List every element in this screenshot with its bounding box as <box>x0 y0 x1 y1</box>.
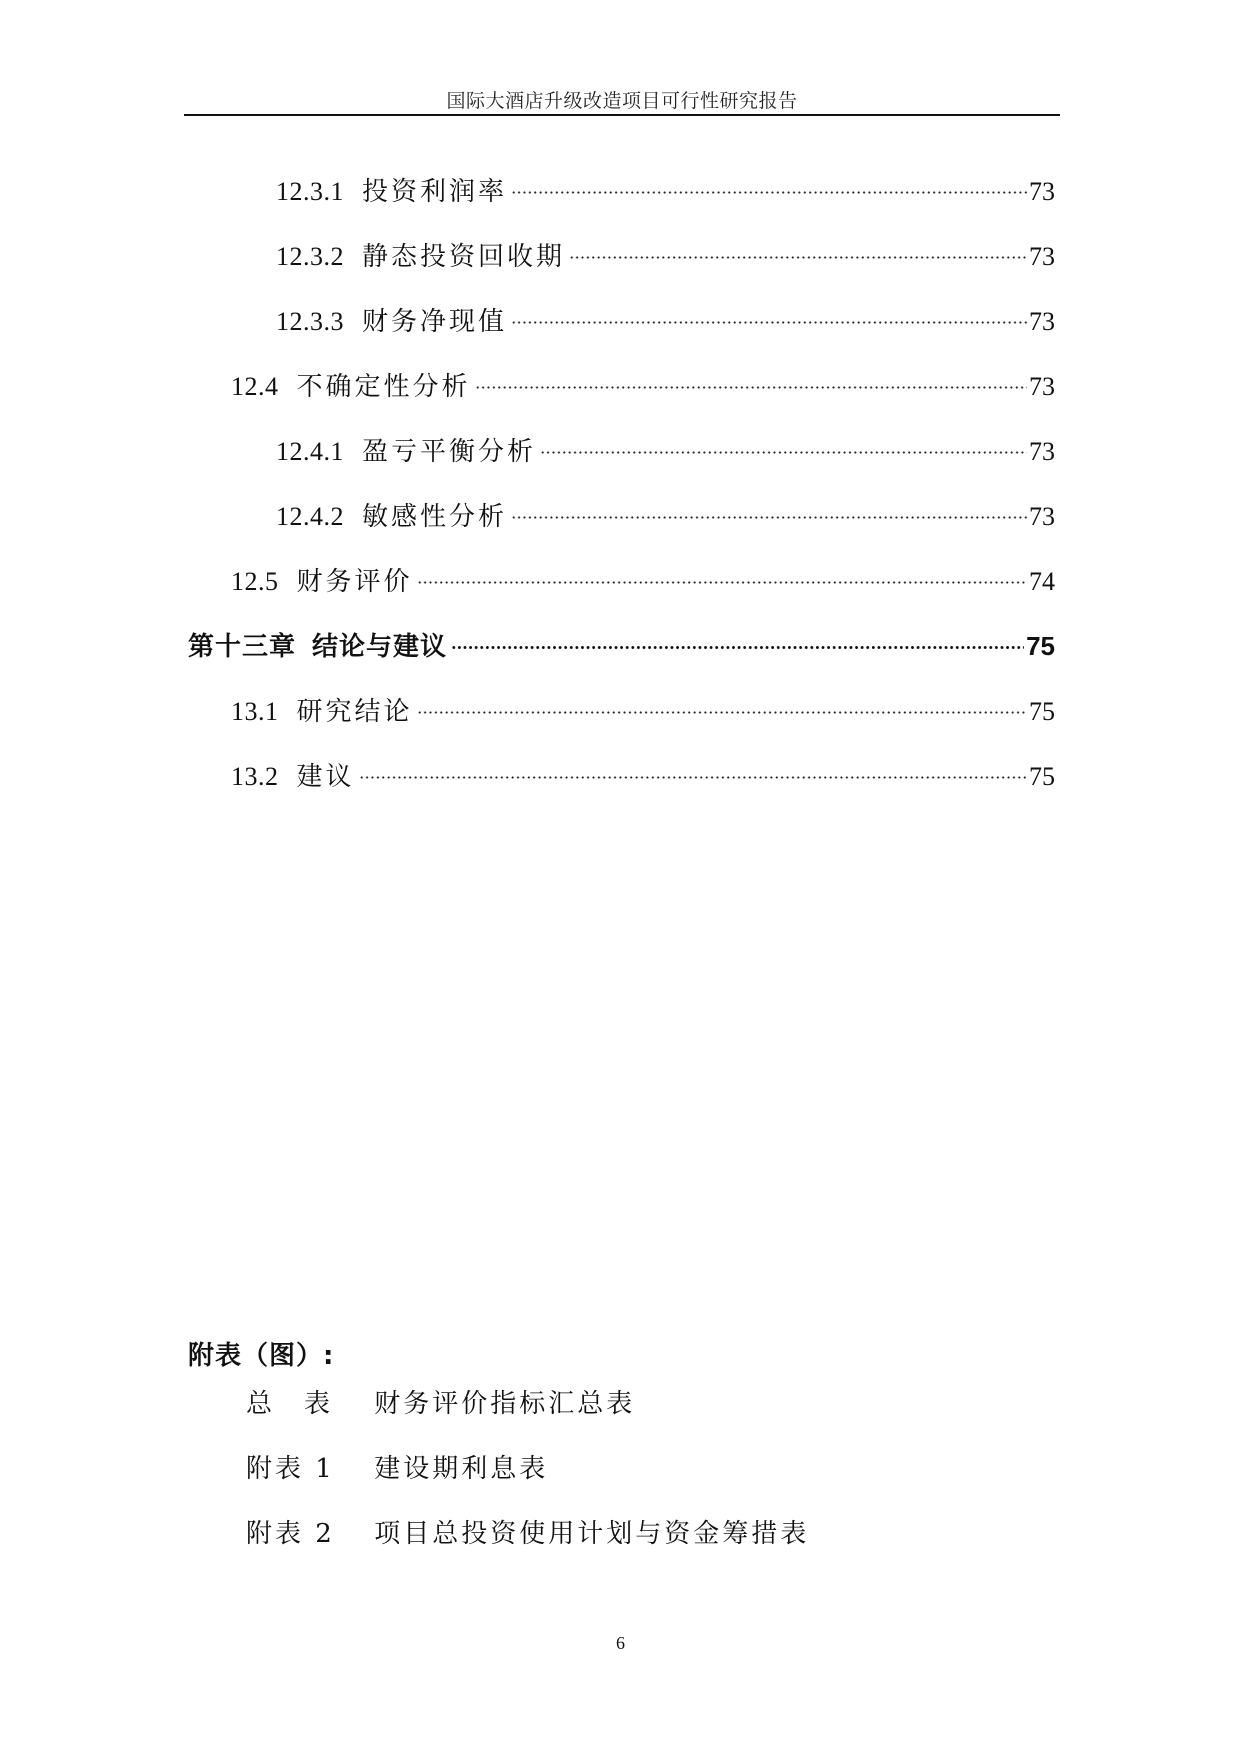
appendix-item <box>246 1387 635 1421</box>
toc-chapter-title: 结论与建议 <box>312 632 448 662</box>
toc-dot-leader <box>475 361 1027 395</box>
toc-dot-leader <box>417 556 1027 590</box>
toc-entry-title: 盈亏平衡分析 <box>362 437 537 467</box>
page-number: 6 <box>616 1633 625 1653</box>
appendix-item-label: 附表 1 <box>246 1454 335 1484</box>
toc-entry-title: 研究结论 <box>296 697 413 727</box>
toc-entry-number: 12.4.2 <box>276 502 344 531</box>
toc-entry-number: 12.4.1 <box>276 437 344 466</box>
toc-entry-title: 敏感性分析 <box>362 502 508 532</box>
toc-chapter-page: 75 <box>1026 631 1055 661</box>
toc-entry[interactable] <box>276 231 1055 272</box>
toc-entry-page: 73 <box>1029 242 1055 271</box>
toc-dot-leader <box>511 491 1027 525</box>
toc-entry-title: 静态投资回收期 <box>362 242 566 272</box>
toc-dot-leader <box>540 426 1027 460</box>
header-divider <box>184 114 1060 116</box>
toc-entry[interactable] <box>276 296 1055 337</box>
toc-entry-title: 不确定性分析 <box>296 372 471 402</box>
appendix-item-description: 财务评价指标汇总表 <box>374 1389 636 1419</box>
toc-entry-page: 73 <box>1029 502 1055 531</box>
page-header-title: 国际大酒店升级改造项目可行性研究报告 <box>446 90 798 112</box>
toc-entry[interactable] <box>231 361 1055 402</box>
toc-entry[interactable] <box>276 166 1055 207</box>
toc-entry-number: 13.1 <box>231 697 279 726</box>
toc-entry-page: 73 <box>1029 307 1055 336</box>
toc-chapter-number: 第十三章 <box>188 632 297 662</box>
toc-entry-page: 74 <box>1029 567 1055 596</box>
toc-entry-title: 建议 <box>296 762 355 792</box>
toc-entry-title: 财务评价 <box>296 567 413 597</box>
toc-dot-leader <box>569 231 1027 265</box>
toc-entry-title: 投资利润率 <box>362 177 508 207</box>
toc-entry[interactable] <box>231 686 1055 727</box>
toc-entry-number: 12.5 <box>231 567 279 596</box>
appendix-item-label: 总 表 <box>246 1389 334 1419</box>
toc-entry-title: 财务净现值 <box>362 307 508 337</box>
toc-entry-number: 12.3.1 <box>276 177 344 206</box>
appendix-item-label: 附表 2 <box>246 1519 335 1549</box>
toc-dot-leader <box>511 296 1027 330</box>
toc-entry-page: 73 <box>1029 372 1055 401</box>
toc-dot-leader <box>451 621 1024 655</box>
appendix-item-description: 项目总投资使用计划与资金筹措表 <box>374 1519 810 1549</box>
toc-chapter-entry[interactable] <box>188 621 1055 662</box>
toc-entry-number: 12.3.3 <box>276 307 344 336</box>
toc-entry[interactable] <box>276 491 1055 532</box>
toc-entry-page: 73 <box>1029 177 1055 206</box>
appendix-heading: 附表（图）: <box>188 1341 335 1371</box>
toc-entry[interactable] <box>276 426 1055 467</box>
toc-entry-number: 12.4 <box>231 372 279 401</box>
toc-entry-number: 12.3.2 <box>276 242 344 271</box>
toc-entry-page: 73 <box>1029 437 1055 466</box>
toc-dot-leader <box>511 166 1027 200</box>
toc-entry[interactable] <box>231 751 1055 792</box>
toc-dot-leader <box>417 686 1027 720</box>
toc-entry-page: 75 <box>1029 697 1055 726</box>
appendix-item <box>246 1517 809 1551</box>
toc-dot-leader <box>359 751 1027 785</box>
toc-entry[interactable] <box>231 556 1055 597</box>
toc-entry-page: 75 <box>1029 762 1055 791</box>
toc-entry-number: 13.2 <box>231 762 279 791</box>
appendix-item <box>246 1452 548 1486</box>
appendix-item-description: 建设期利息表 <box>374 1454 549 1484</box>
